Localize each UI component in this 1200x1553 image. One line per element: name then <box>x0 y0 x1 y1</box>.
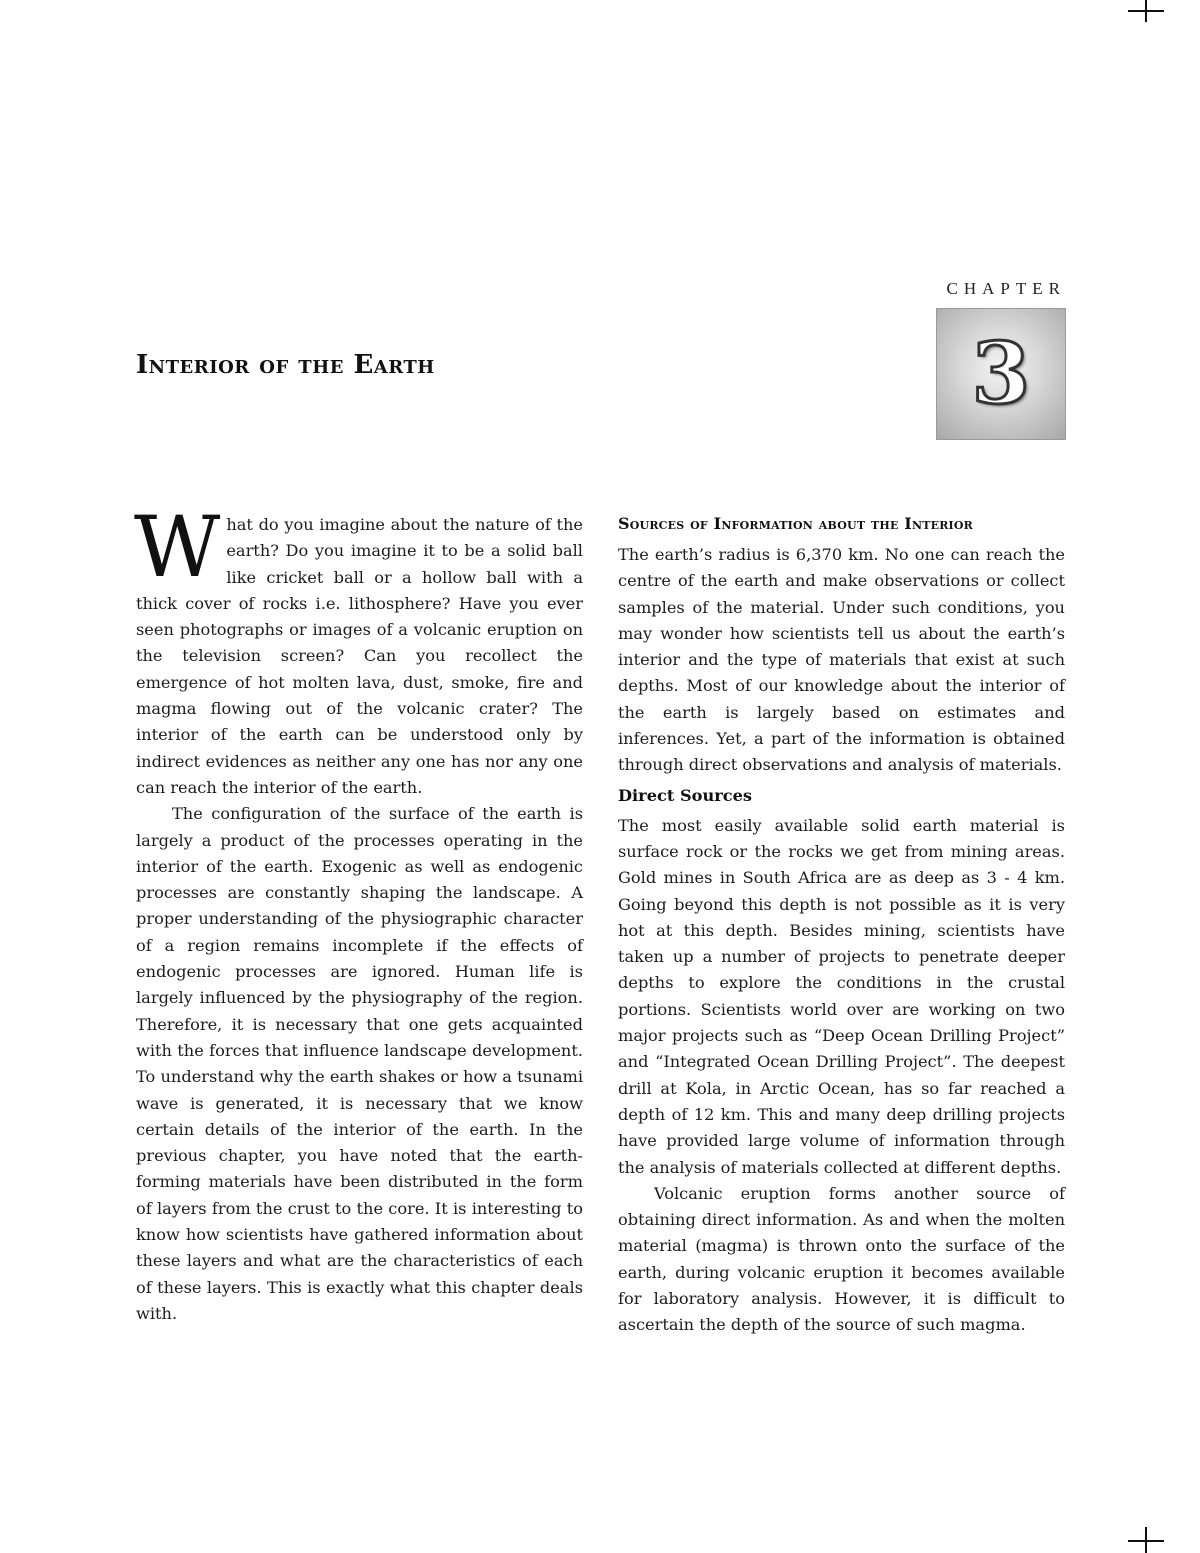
intro-paragraph-text: hat do you imagine about the nature of the earth? Do you imagine it to be a solid ball like cricket ball or a hollow ball with a thick cover of rocks i.e. lithosphere? Have you ever seen photographs or images of a volcanic eruption on the television screen? Can you recollect the emergence of hot molten lava, dust, smoke, fire and magma flowing out of the volcanic crater? The interior of the earth can be understood only by indirect evidences as neither any one has nor any one can reach the interior of the earth. <box>136 515 583 797</box>
volcanic-paragraph: Volcanic eruption forms another source of obtaining direct information. As and when the molten material (magma) is thrown onto the surface of the earth, during volcanic eruption it becomes available for laboratory analysis. However, it is difficult to ascertain the depth of the source of such magma. <box>618 1183 1065 1335</box>
configuration-paragraph: The configuration of the surface of the earth is largely a product of the processes operating in the interior of the earth. Exogenic as well as endogenic processes are constantly shaping the landscape. A proper understanding of the physiographic character of a region remains incomplete if the effects of endogenic processes are ignored. Human life is largely influenced by the physiography of the region. Therefore, it is necessary that one gets acquainted with the forces that influence landscape development. To understand why the earth shakes or how a tsunami wave is generated, it is necessary that we know certain details of the interior of the earth. In the previous chapter, you have noted that the earth-forming materials have been distributed in the form of layers from the crust to the core. It is interesting to know how scientists have gathered information about these layers and what are the characteristics of each of these layers. This is exactly what this chapter deals with. <box>136 804 583 1323</box>
section-heading: Sources of Information about the Interior <box>618 514 974 533</box>
chapter-number-box <box>936 308 1066 440</box>
left-column <box>134 498 583 1327</box>
chapter-number: 3 <box>971 324 1031 423</box>
direct-sources-paragraph: The most easily available solid earth material is surface rock or the rocks we get from mining areas. Gold mines in South Africa are as deep as 3 - 4 km. Going beyond this depth is not possible as it is very hot at this depth. Besides mining, scientists have taken up a number of projects to penetrate deeper depths to explore the conditions in the crustal portions. Scientists world over are working on two major projects such as “Deep Ocean Drilling Project” and “Integrated Ocean Drilling Project”. The deepest drill at Kola, in Arctic Ocean, has so far reached a depth of 12 km. This and many deep drilling projects have provided large volume of information through the analysis of materials collected at different depths. <box>618 815 1065 1177</box>
drop-cap: W <box>134 498 221 596</box>
right-column <box>618 512 1065 1339</box>
direct-sources-heading: Direct Sources <box>618 785 753 805</box>
crop-mark-top-horizontal <box>1128 10 1164 12</box>
page-title: Interior of the Earth <box>136 350 435 380</box>
chapter-label: CHAPTER <box>946 279 1066 298</box>
radius-paragraph: The earth’s radius is 6,370 km. No one can reach the centre of the earth and make observations or collect samples of the material. Under such conditions, you may wonder how scientists tell us about the earth’s interior and the type of materials that exist at such depths. Most of our knowledge about the interior of the earth is largely based on estimates and inferences. Yet, a part of the information is obtained through direct observations and analysis of materials. <box>618 545 1065 775</box>
crop-mark-bottom-horizontal <box>1128 1540 1164 1542</box>
intro-paragraph <box>134 498 583 801</box>
